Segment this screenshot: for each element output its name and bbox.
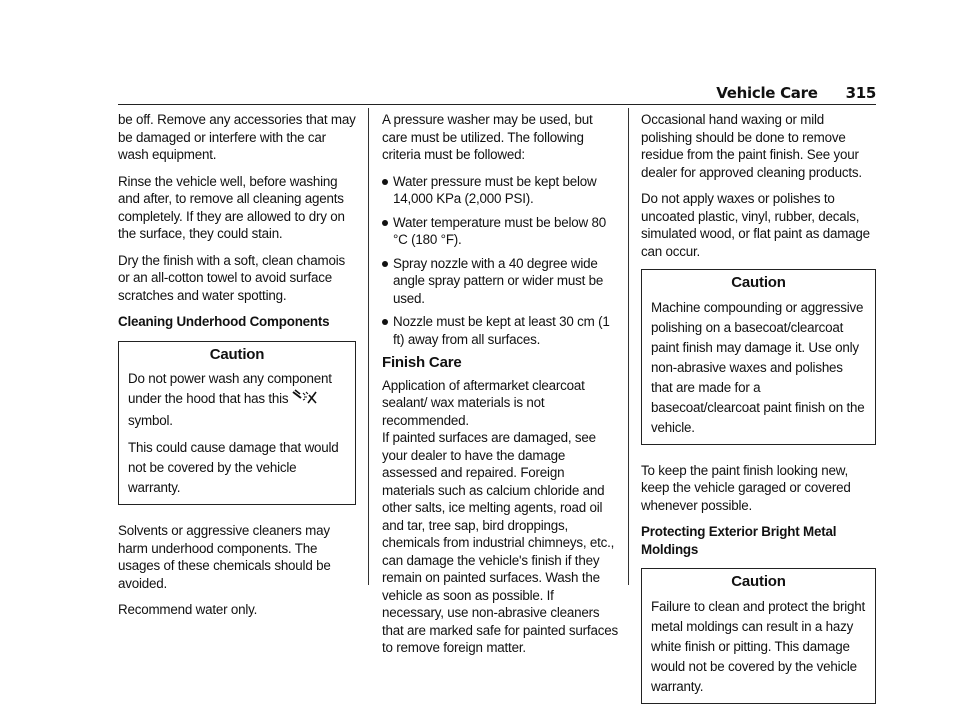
section-heading: Finish Care: [382, 354, 462, 371]
page-header: [700, 84, 876, 102]
paragraph: Occasional hand waxing or mild polishing should be done to remove residue from the paint finish. See your dealer for approved cleaning products.: [641, 112, 862, 180]
paragraph: be off. Remove any accessories that may be damaged or interfere with the car wash equipment.: [118, 112, 356, 162]
page-number: 315: [845, 84, 876, 102]
caution-text: Failure to clean and protect the bright metal moldings can result in a hazy white finish or pitting. This damage would not be covered by the vehicle warranty.: [651, 598, 866, 694]
paragraph: If painted surfaces are damaged, see your dealer to have the damage assessed and repaired. Foreign materials such as calcium chloride and other salts, ice melting agents, road oil and tar, tree sap, bird droppings, chemicals from industrial chimneys, etc., can damage the vehicle's finish if they remain on painted surfaces. Wash the vehicle as soon as possible. If necessary, use non-abrasive cleaners that are marked safe for painted surfaces to remove foreign matter.: [382, 430, 618, 655]
list-item: [382, 313, 618, 348]
caution-box: [118, 341, 356, 506]
bullet-icon: [382, 220, 388, 226]
list-item-text: Water temperature must be below 80 °C (180 °F).: [393, 214, 607, 247]
column-divider: [628, 108, 629, 585]
subheading: Cleaning Underhood Components: [118, 314, 330, 329]
no-power-wash-icon: [292, 389, 318, 411]
column-middle: [382, 111, 618, 657]
caution-box: [641, 568, 876, 704]
caution-text: Machine compounding or aggressive polishing on a basecoat/clearcoat paint finish may damage it. Use only non-abrasive waxes and polishes that are made for a basecoat/clearcoat paint finish on the vehicle.: [651, 299, 865, 435]
list-item: [382, 173, 618, 208]
paragraph: To keep the paint finish looking new, keep the vehicle garaged or covered whenever possible.: [641, 462, 851, 513]
caution-title: Caution: [731, 573, 786, 590]
paragraph: Do not apply waxes or polishes to uncoated plastic, vinyl, rubber, decals, simulated wood, or flat paint as damage can occur.: [641, 191, 870, 259]
caution-text: symbol.: [128, 413, 173, 428]
bullet-icon: [382, 261, 388, 267]
paragraph: Application of aftermarket clearcoat sealant/ wax materials is not recommended.: [382, 377, 585, 428]
list-item: [382, 255, 618, 308]
list-item: [382, 214, 618, 249]
list-item-text: Water pressure must be kept below 14,000 KPa (2,000 PSI).: [393, 173, 597, 206]
caution-title: Caution: [731, 274, 786, 291]
header-rule: [118, 104, 876, 105]
section-title: Vehicle Care: [716, 84, 818, 102]
paragraph: Dry the finish with a soft, clean chamois or an all-cotton towel to avoid surface scratches and water spotting.: [118, 252, 345, 303]
column-left: [118, 111, 356, 628]
paragraph: Recommend water only.: [118, 602, 258, 617]
bullet-icon: [382, 179, 388, 185]
criteria-list: [382, 173, 618, 349]
subheading: Protecting Exterior Bright Metal Moldings: [641, 524, 837, 557]
list-item-text: Nozzle must be kept at least 30 cm (1 ft) away from all surfaces.: [393, 314, 610, 347]
paragraph: A pressure washer may be used, but care must be utilized. The following criteria must be followed:: [382, 112, 593, 162]
caution-text: This could cause damage that would not be covered by the vehicle warranty.: [128, 440, 339, 495]
caution-text: Do not power wash any component under the hood that has this: [128, 371, 332, 406]
bullet-icon: [382, 319, 388, 325]
caution-box: [641, 269, 876, 445]
column-divider: [368, 108, 369, 585]
column-right: [641, 111, 876, 721]
list-item-text: Spray nozzle with a 40 degree wide angle spray pattern or wider must be used.: [393, 255, 604, 306]
caution-title: Caution: [209, 345, 265, 363]
paragraph: Rinse the vehicle well, before washing and after, to remove all cleaning agents completely. If they are allowed to dry on the surface, they could stain.: [118, 173, 345, 241]
paragraph: Solvents or aggressive cleaners may harm underhood components. The usages of these chemicals should be avoided.: [118, 523, 331, 591]
